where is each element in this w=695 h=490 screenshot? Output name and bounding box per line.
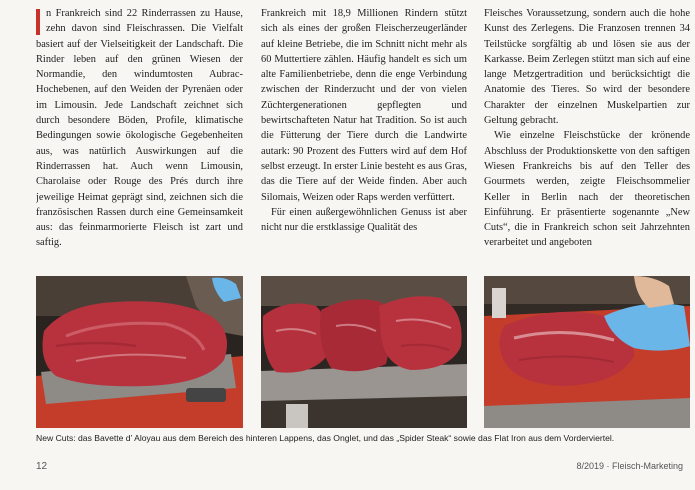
paragraph: Für einen außergewöhnlichen Genuss ist aber nicht nur die erstklassige Qualität des: [261, 206, 467, 234]
paragraph: Frankreich mit 18,9 Millionen Rindern stützt sich als eines der großen Fleischerzeugerländer auf kleine Betriebe, die im Schnitt nicht mehr als 60 Muttertiere zählen. Häufig handelt es sich um alte Familienbetriebe, denn die enge Verbindung zwischen der Rinderzucht und der von vielen Züchtergenerationen gepflegten und bewirtschafteten Natur hat Tradition. So ist auch die Fütterung der Tiere durch die Landwirte autark: 90 Prozent des Futters wird auf dem Hof selbst erzeugt. In erster Linie besteht es aus Gras, das die Tiere auf der Weide finden. Aber auch Silomais, Weizen oder Raps werden verfüttert.: [261, 8, 467, 203]
photo-flat-iron: [484, 276, 690, 428]
photo-caption: New Cuts: das Bavette d’ Aloyau aus dem Bereich des hinteren Lappens, das Onglet, und das „Spider Steak“ sowie das Flat Iron aus dem Vorderviertel.: [36, 433, 615, 443]
drop-cap-bar: [36, 9, 40, 35]
photo-onglet-spider-steak: [261, 276, 467, 428]
paragraph: n Frankreich sind 22 Rinderrassen zu Hause, zehn davon sind Fleischrassen. Die Vielfalt basiert auf der Vielseitigkeit der Landschaft. Die Rinder leben auf den grünen Wiesen der Normandie, den windumtosten Aubrac-Hochebenen, auf den Weiden der Pyrenäen oder im Limousin. Jede Landschaft zeichnet sich durch besondere Böden, Profile, klimatische Bedingungen sowie ökologische Gegebenheiten aus, was natürlich Auswirkungen auf die Rinderrassen hat. Auch wenn Limousin, Charolaise oder Rouge des Prés durch ihre jeweilige Heimat geprägt sind, zeichnen sich die französischen Rassen durch eine Gemeinsamkeit aus: das feinmarmorierte Fleisch ist zart und saftig.: [36, 8, 243, 249]
text-column-3: [484, 6, 690, 268]
text-column-2: [261, 6, 467, 268]
paragraph: Fleisches Voraussetzung, sondern auch die hohe Kunst des Zerlegens. Die Franzosen trennen 34 Teilstücke sorgfältig ab und lösen sie aus der Karkasse. Beim Zerlegen stützt man sich auf eine lange Metzgertradition und berücksichtigt die Anatomie des Tieres. So wird der besondere Charakter der einzelnen Muskelpartien zur Geltung gebracht.: [484, 8, 690, 127]
text-column-1: [36, 6, 243, 268]
issue-label: 8/2019 · Fleisch-Marketing: [576, 461, 683, 471]
page-number: 12: [36, 461, 48, 472]
photo-bavette: [36, 276, 243, 428]
paragraph: Wie einzelne Fleischstücke der krönende Abschluss der Produktionskette von den saftigen Wiesen Frankreichs bis auf den Teller des Gourmets werden, zeigte Fleischsommelier Keller in Berlin nach der theoretischen Einführung. Er präsentierte sogenannte „New Cuts“, die in Frankreich schon seit Jahrzehnten verarbeitet und angeboten: [484, 130, 690, 249]
